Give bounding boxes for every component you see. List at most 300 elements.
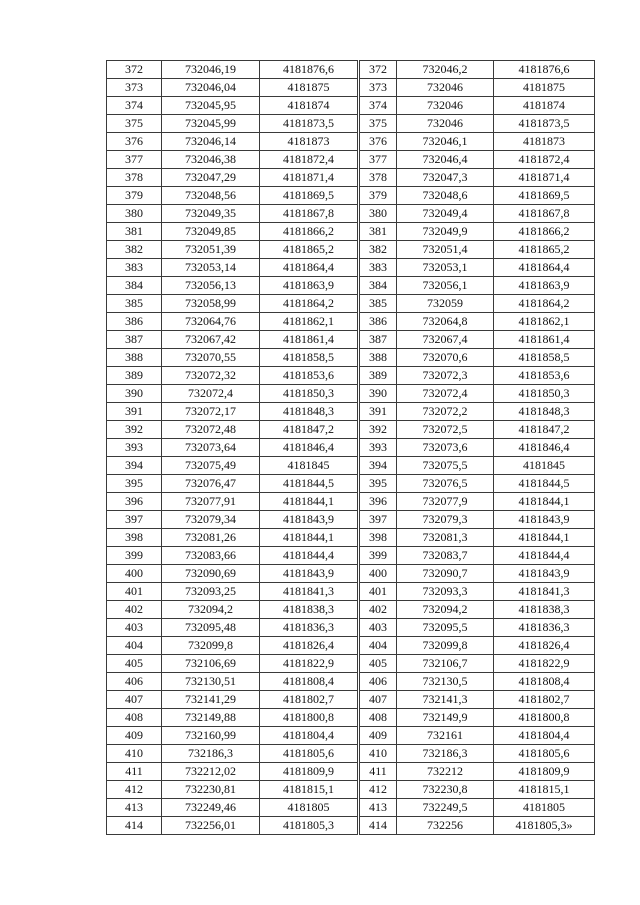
point-number-cell: 398 — [107, 529, 162, 547]
point-number-cell: 374 — [360, 97, 397, 115]
table-row — [107, 493, 358, 511]
x-coordinate-cell: 732079,3 — [397, 511, 494, 529]
table-row — [360, 763, 595, 781]
table-row — [107, 403, 358, 421]
point-number-cell: 400 — [107, 565, 162, 583]
point-number-cell: 376 — [360, 133, 397, 151]
y-coordinate-cell: 4181802,7 — [260, 691, 358, 709]
x-coordinate-cell: 732058,99 — [162, 295, 260, 313]
point-number-cell: 411 — [360, 763, 397, 781]
table-row — [107, 457, 358, 475]
x-coordinate-cell: 732056,1 — [397, 277, 494, 295]
table-row — [360, 439, 595, 457]
y-coordinate-cell: 4181841,3 — [494, 583, 595, 601]
x-coordinate-cell: 732072,4 — [397, 385, 494, 403]
table-row — [107, 637, 358, 655]
y-coordinate-cell: 4181844,4 — [494, 547, 595, 565]
table-row — [360, 385, 595, 403]
point-number-cell: 413 — [360, 799, 397, 817]
x-coordinate-cell: 732249,46 — [162, 799, 260, 817]
point-number-cell: 403 — [107, 619, 162, 637]
y-coordinate-cell: 4181808,4 — [494, 673, 595, 691]
y-coordinate-cell: 4181844,1 — [494, 493, 595, 511]
y-coordinate-cell: 4181876,6 — [260, 61, 358, 79]
x-coordinate-cell: 732099,8 — [397, 637, 494, 655]
point-number-cell: 409 — [107, 727, 162, 745]
y-coordinate-cell: 4181804,4 — [494, 727, 595, 745]
y-coordinate-cell: 4181808,4 — [260, 673, 358, 691]
point-number-cell: 390 — [360, 385, 397, 403]
x-coordinate-cell: 732076,5 — [397, 475, 494, 493]
table-row — [360, 115, 595, 133]
table-row — [107, 655, 358, 673]
y-coordinate-cell: 4181853,6 — [260, 367, 358, 385]
point-number-cell: 390 — [107, 385, 162, 403]
x-coordinate-cell: 732186,3 — [162, 745, 260, 763]
x-coordinate-cell: 732081,3 — [397, 529, 494, 547]
x-coordinate-cell: 732256 — [397, 817, 494, 835]
table-row — [107, 259, 358, 277]
table-row — [360, 151, 595, 169]
table-row — [360, 691, 595, 709]
x-coordinate-cell: 732067,42 — [162, 331, 260, 349]
y-coordinate-cell: 4181815,1 — [494, 781, 595, 799]
y-coordinate-cell: 4181871,4 — [494, 169, 595, 187]
point-number-cell: 402 — [360, 601, 397, 619]
point-number-cell: 407 — [107, 691, 162, 709]
y-coordinate-cell: 4181809,9 — [494, 763, 595, 781]
point-number-cell: 408 — [360, 709, 397, 727]
x-coordinate-cell: 732186,3 — [397, 745, 494, 763]
y-coordinate-cell: 4181838,3 — [260, 601, 358, 619]
table-row — [360, 799, 595, 817]
y-coordinate-cell: 4181805,6 — [260, 745, 358, 763]
table-row — [107, 169, 358, 187]
y-coordinate-cell: 4181805,6 — [494, 745, 595, 763]
table-row — [107, 709, 358, 727]
point-number-cell: 406 — [360, 673, 397, 691]
table-row — [360, 601, 595, 619]
table-row — [107, 781, 358, 799]
x-coordinate-cell: 732149,9 — [397, 709, 494, 727]
x-coordinate-cell: 732053,1 — [397, 259, 494, 277]
x-coordinate-cell: 732046,19 — [162, 61, 260, 79]
point-number-cell: 385 — [107, 295, 162, 313]
point-number-cell: 384 — [360, 277, 397, 295]
table-row — [360, 781, 595, 799]
x-coordinate-cell: 732045,99 — [162, 115, 260, 133]
x-coordinate-cell: 732046,2 — [397, 61, 494, 79]
table-row — [107, 817, 358, 835]
y-coordinate-cell: 4181836,3 — [260, 619, 358, 637]
x-coordinate-cell: 732072,2 — [397, 403, 494, 421]
table-row — [107, 367, 358, 385]
point-number-cell: 393 — [360, 439, 397, 457]
x-coordinate-cell: 732059 — [397, 295, 494, 313]
point-number-cell: 387 — [360, 331, 397, 349]
x-coordinate-cell: 732079,34 — [162, 511, 260, 529]
point-number-cell: 374 — [107, 97, 162, 115]
x-coordinate-cell: 732106,7 — [397, 655, 494, 673]
y-coordinate-cell: 4181867,8 — [494, 205, 595, 223]
table-row — [107, 313, 358, 331]
x-coordinate-cell: 732075,49 — [162, 457, 260, 475]
point-number-cell: 402 — [107, 601, 162, 619]
point-number-cell: 378 — [360, 169, 397, 187]
point-number-cell: 373 — [107, 79, 162, 97]
y-coordinate-cell: 4181865,2 — [260, 241, 358, 259]
point-number-cell: 386 — [360, 313, 397, 331]
y-coordinate-cell: 4181873 — [260, 133, 358, 151]
table-row — [360, 259, 595, 277]
point-number-cell: 385 — [360, 295, 397, 313]
y-coordinate-cell: 4181847,2 — [494, 421, 595, 439]
x-coordinate-cell: 732046,38 — [162, 151, 260, 169]
table-row — [107, 97, 358, 115]
point-number-cell: 407 — [360, 691, 397, 709]
table-row — [360, 637, 595, 655]
y-coordinate-cell: 4181846,4 — [494, 439, 595, 457]
x-coordinate-cell: 732077,9 — [397, 493, 494, 511]
point-number-cell: 414 — [360, 817, 397, 835]
point-number-cell: 392 — [107, 421, 162, 439]
x-coordinate-cell: 732051,4 — [397, 241, 494, 259]
x-coordinate-cell: 732073,64 — [162, 439, 260, 457]
table-row — [107, 691, 358, 709]
x-coordinate-cell: 732075,5 — [397, 457, 494, 475]
point-number-cell: 388 — [360, 349, 397, 367]
table-row — [107, 799, 358, 817]
y-coordinate-cell: 4181843,9 — [260, 565, 358, 583]
table-row — [360, 97, 595, 115]
table-row — [360, 475, 595, 493]
point-number-cell: 379 — [107, 187, 162, 205]
x-coordinate-cell: 732048,6 — [397, 187, 494, 205]
point-number-cell: 392 — [360, 421, 397, 439]
x-coordinate-cell: 732072,3 — [397, 367, 494, 385]
y-coordinate-cell: 4181809,9 — [260, 763, 358, 781]
table-row — [360, 295, 595, 313]
x-coordinate-cell: 732099,8 — [162, 637, 260, 655]
point-number-cell: 405 — [360, 655, 397, 673]
point-number-cell: 381 — [107, 223, 162, 241]
x-coordinate-cell: 732067,4 — [397, 331, 494, 349]
table-row — [360, 709, 595, 727]
table-row — [360, 349, 595, 367]
x-coordinate-cell: 732072,32 — [162, 367, 260, 385]
point-number-cell: 411 — [107, 763, 162, 781]
point-number-cell: 400 — [360, 565, 397, 583]
point-number-cell: 395 — [360, 475, 397, 493]
y-coordinate-cell: 4181805 — [494, 799, 595, 817]
point-number-cell: 380 — [360, 205, 397, 223]
x-coordinate-cell: 732073,6 — [397, 439, 494, 457]
point-number-cell: 408 — [107, 709, 162, 727]
table-row — [360, 403, 595, 421]
y-coordinate-cell: 4181844,5 — [494, 475, 595, 493]
table-row — [360, 529, 595, 547]
x-coordinate-cell: 732130,5 — [397, 673, 494, 691]
table-row — [360, 367, 595, 385]
table-row — [107, 673, 358, 691]
y-coordinate-cell: 4181850,3 — [260, 385, 358, 403]
x-coordinate-cell: 732070,55 — [162, 349, 260, 367]
x-coordinate-cell: 732093,25 — [162, 583, 260, 601]
point-number-cell: 409 — [360, 727, 397, 745]
point-number-cell: 395 — [107, 475, 162, 493]
table-row — [107, 295, 358, 313]
point-number-cell: 399 — [360, 547, 397, 565]
point-number-cell: 382 — [107, 241, 162, 259]
table-row — [360, 547, 595, 565]
point-number-cell: 394 — [360, 457, 397, 475]
y-coordinate-cell: 4181843,9 — [260, 511, 358, 529]
point-number-cell: 378 — [107, 169, 162, 187]
table-row — [107, 385, 358, 403]
table-row — [107, 529, 358, 547]
y-coordinate-cell: 4181873,5 — [260, 115, 358, 133]
y-coordinate-cell: 4181822,9 — [260, 655, 358, 673]
table-row — [107, 583, 358, 601]
table-row — [107, 475, 358, 493]
point-number-cell: 410 — [360, 745, 397, 763]
point-number-cell: 398 — [360, 529, 397, 547]
y-coordinate-cell: 4181865,2 — [494, 241, 595, 259]
table-row — [107, 241, 358, 259]
x-coordinate-cell: 732064,8 — [397, 313, 494, 331]
table-row — [360, 421, 595, 439]
y-coordinate-cell: 4181861,4 — [260, 331, 358, 349]
table-row — [107, 277, 358, 295]
y-coordinate-cell: 4181800,8 — [260, 709, 358, 727]
y-coordinate-cell: 4181844,4 — [260, 547, 358, 565]
point-number-cell: 383 — [107, 259, 162, 277]
table-row — [360, 745, 595, 763]
x-coordinate-cell: 732047,3 — [397, 169, 494, 187]
point-number-cell: 401 — [360, 583, 397, 601]
x-coordinate-cell: 732095,48 — [162, 619, 260, 637]
y-coordinate-cell: 4181822,9 — [494, 655, 595, 673]
coordinates-table-left — [106, 60, 358, 835]
x-coordinate-cell: 732072,48 — [162, 421, 260, 439]
table-row — [360, 583, 595, 601]
point-number-cell: 414 — [107, 817, 162, 835]
table-row — [360, 133, 595, 151]
y-coordinate-cell: 4181858,5 — [260, 349, 358, 367]
x-coordinate-cell: 732070,6 — [397, 349, 494, 367]
y-coordinate-cell: 4181853,6 — [494, 367, 595, 385]
y-coordinate-cell: 4181874 — [494, 97, 595, 115]
table-row — [107, 349, 358, 367]
x-coordinate-cell: 732094,2 — [162, 601, 260, 619]
point-number-cell: 380 — [107, 205, 162, 223]
x-coordinate-cell: 732081,26 — [162, 529, 260, 547]
x-coordinate-cell: 732046,04 — [162, 79, 260, 97]
table-row — [107, 601, 358, 619]
x-coordinate-cell: 732249,5 — [397, 799, 494, 817]
table-row — [107, 61, 358, 79]
point-number-cell: 384 — [107, 277, 162, 295]
y-coordinate-cell: 4181875 — [260, 79, 358, 97]
table-row — [107, 619, 358, 637]
point-number-cell: 372 — [360, 61, 397, 79]
table-row — [107, 421, 358, 439]
point-number-cell: 377 — [360, 151, 397, 169]
point-number-cell: 397 — [107, 511, 162, 529]
x-coordinate-cell: 732094,2 — [397, 601, 494, 619]
point-number-cell: 389 — [360, 367, 397, 385]
y-coordinate-cell: 4181805,3» — [494, 817, 595, 835]
y-coordinate-cell: 4181862,1 — [494, 313, 595, 331]
x-coordinate-cell: 732161 — [397, 727, 494, 745]
point-number-cell: 376 — [107, 133, 162, 151]
y-coordinate-cell: 4181864,2 — [260, 295, 358, 313]
x-coordinate-cell: 732090,7 — [397, 565, 494, 583]
table-row — [107, 205, 358, 223]
y-coordinate-cell: 4181836,3 — [494, 619, 595, 637]
point-number-cell: 413 — [107, 799, 162, 817]
table-row — [107, 79, 358, 97]
table-row — [107, 727, 358, 745]
point-number-cell: 391 — [360, 403, 397, 421]
y-coordinate-cell: 4181871,4 — [260, 169, 358, 187]
point-number-cell: 383 — [360, 259, 397, 277]
point-number-cell: 405 — [107, 655, 162, 673]
y-coordinate-cell: 4181867,8 — [260, 205, 358, 223]
point-number-cell: 375 — [360, 115, 397, 133]
coordinates-table-right — [359, 60, 595, 835]
x-coordinate-cell: 732072,17 — [162, 403, 260, 421]
y-coordinate-cell: 4181876,6 — [494, 61, 595, 79]
y-coordinate-cell: 4181844,5 — [260, 475, 358, 493]
x-coordinate-cell: 732049,85 — [162, 223, 260, 241]
x-coordinate-cell: 732093,3 — [397, 583, 494, 601]
x-coordinate-cell: 732051,39 — [162, 241, 260, 259]
point-number-cell: 382 — [360, 241, 397, 259]
y-coordinate-cell: 4181800,8 — [494, 709, 595, 727]
y-coordinate-cell: 4181873 — [494, 133, 595, 151]
x-coordinate-cell: 732130,51 — [162, 673, 260, 691]
x-coordinate-cell: 732049,35 — [162, 205, 260, 223]
point-number-cell: 389 — [107, 367, 162, 385]
y-coordinate-cell: 4181838,3 — [494, 601, 595, 619]
point-number-cell: 404 — [107, 637, 162, 655]
x-coordinate-cell: 732072,5 — [397, 421, 494, 439]
y-coordinate-cell: 4181863,9 — [494, 277, 595, 295]
y-coordinate-cell: 4181847,2 — [260, 421, 358, 439]
point-number-cell: 396 — [107, 493, 162, 511]
x-coordinate-cell: 732048,56 — [162, 187, 260, 205]
y-coordinate-cell: 4181826,4 — [494, 637, 595, 655]
x-coordinate-cell: 732072,4 — [162, 385, 260, 403]
x-coordinate-cell: 732076,47 — [162, 475, 260, 493]
point-number-cell: 412 — [360, 781, 397, 799]
y-coordinate-cell: 4181875 — [494, 79, 595, 97]
y-coordinate-cell: 4181864,4 — [494, 259, 595, 277]
table-row — [360, 457, 595, 475]
x-coordinate-cell: 732064,76 — [162, 313, 260, 331]
point-number-cell: 381 — [360, 223, 397, 241]
table-row — [107, 547, 358, 565]
x-coordinate-cell: 732056,13 — [162, 277, 260, 295]
x-coordinate-cell: 732230,8 — [397, 781, 494, 799]
table-row — [360, 61, 595, 79]
y-coordinate-cell: 4181844,1 — [494, 529, 595, 547]
point-number-cell: 372 — [107, 61, 162, 79]
x-coordinate-cell: 732083,7 — [397, 547, 494, 565]
point-number-cell: 393 — [107, 439, 162, 457]
y-coordinate-cell: 4181866,2 — [260, 223, 358, 241]
table-row — [107, 439, 358, 457]
table-row — [360, 511, 595, 529]
point-number-cell: 412 — [107, 781, 162, 799]
y-coordinate-cell: 4181862,1 — [260, 313, 358, 331]
x-coordinate-cell: 732160,99 — [162, 727, 260, 745]
point-number-cell: 401 — [107, 583, 162, 601]
y-coordinate-cell: 4181863,9 — [260, 277, 358, 295]
point-number-cell: 388 — [107, 349, 162, 367]
table-row — [360, 205, 595, 223]
point-number-cell: 410 — [107, 745, 162, 763]
table-row — [360, 673, 595, 691]
point-number-cell: 399 — [107, 547, 162, 565]
x-coordinate-cell: 732046,4 — [397, 151, 494, 169]
x-coordinate-cell: 732149,88 — [162, 709, 260, 727]
y-coordinate-cell: 4181873,5 — [494, 115, 595, 133]
table-row — [107, 511, 358, 529]
y-coordinate-cell: 4181866,2 — [494, 223, 595, 241]
table-row — [360, 727, 595, 745]
y-coordinate-cell: 4181864,2 — [494, 295, 595, 313]
y-coordinate-cell: 4181815,1 — [260, 781, 358, 799]
table-row — [107, 187, 358, 205]
y-coordinate-cell: 4181844,1 — [260, 493, 358, 511]
y-coordinate-cell: 4181869,5 — [260, 187, 358, 205]
table-row — [107, 133, 358, 151]
y-coordinate-cell: 4181874 — [260, 97, 358, 115]
table-row — [107, 331, 358, 349]
x-coordinate-cell: 732046,14 — [162, 133, 260, 151]
table-row — [107, 223, 358, 241]
table-row — [360, 817, 595, 835]
y-coordinate-cell: 4181864,4 — [260, 259, 358, 277]
x-coordinate-cell: 732053,14 — [162, 259, 260, 277]
x-coordinate-cell: 732083,66 — [162, 547, 260, 565]
point-number-cell: 373 — [360, 79, 397, 97]
table-row — [107, 763, 358, 781]
point-number-cell: 396 — [360, 493, 397, 511]
y-coordinate-cell: 4181848,3 — [494, 403, 595, 421]
x-coordinate-cell: 732256,01 — [162, 817, 260, 835]
x-coordinate-cell: 732049,9 — [397, 223, 494, 241]
point-number-cell: 394 — [107, 457, 162, 475]
x-coordinate-cell: 732049,4 — [397, 205, 494, 223]
table-row — [360, 565, 595, 583]
y-coordinate-cell: 4181804,4 — [260, 727, 358, 745]
table-row — [360, 187, 595, 205]
table-row — [360, 241, 595, 259]
x-coordinate-cell: 732212,02 — [162, 763, 260, 781]
point-number-cell: 406 — [107, 673, 162, 691]
x-coordinate-cell: 732212 — [397, 763, 494, 781]
y-coordinate-cell: 4181805,3 — [260, 817, 358, 835]
table-row — [360, 277, 595, 295]
table-row — [360, 619, 595, 637]
x-coordinate-cell: 732046 — [397, 97, 494, 115]
point-number-cell: 386 — [107, 313, 162, 331]
y-coordinate-cell: 4181826,4 — [260, 637, 358, 655]
x-coordinate-cell: 732106,69 — [162, 655, 260, 673]
